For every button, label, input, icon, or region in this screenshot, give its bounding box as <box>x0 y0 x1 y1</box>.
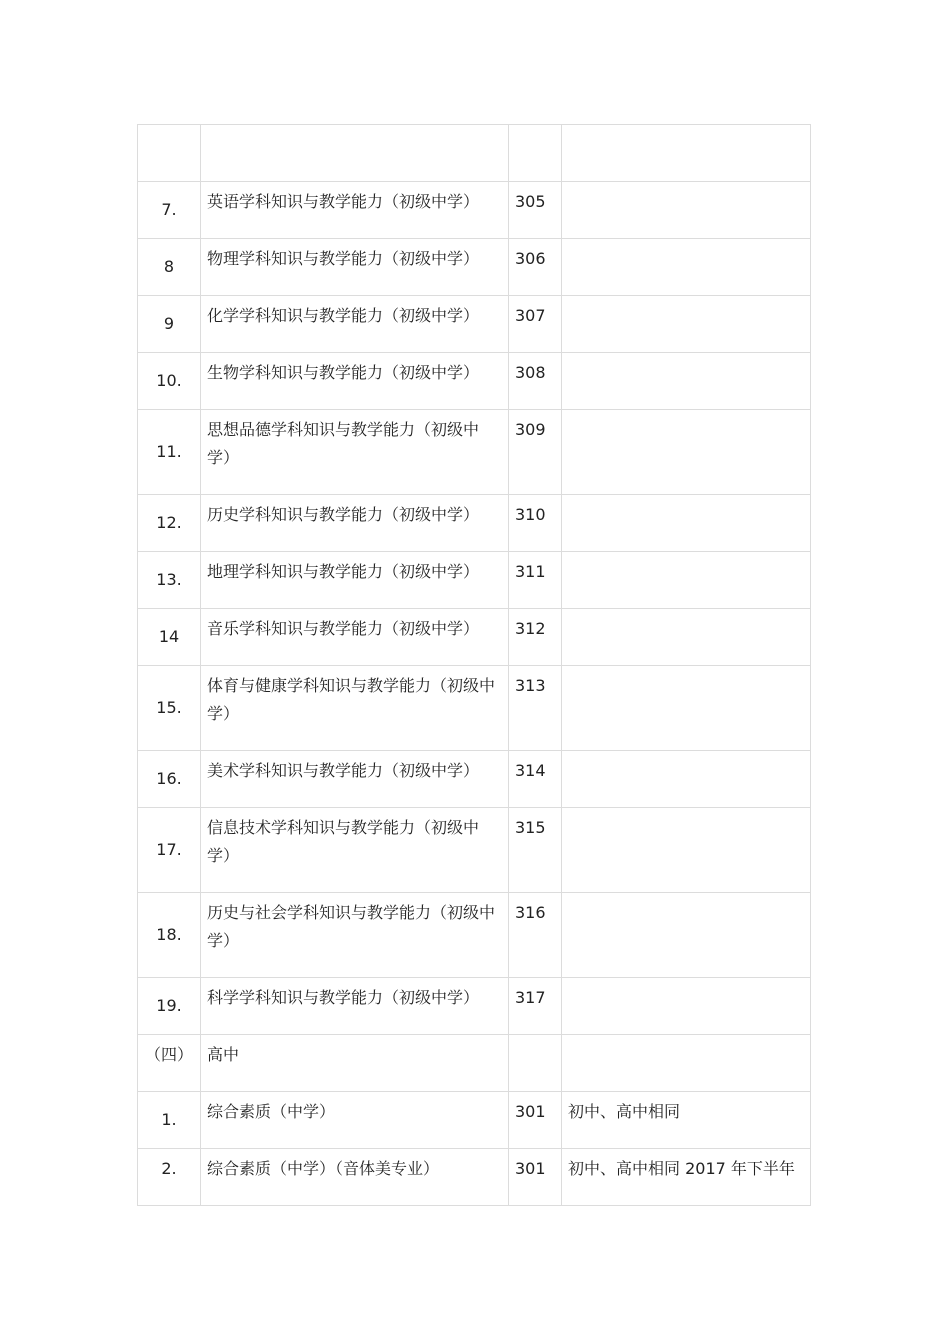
row-number: 8 <box>138 239 201 296</box>
row-number: 14 <box>138 609 201 666</box>
subject-code: 317 <box>509 978 562 1035</box>
row-number: 16. <box>138 751 201 808</box>
subject-code <box>509 125 562 182</box>
subject-note <box>562 296 811 353</box>
subject-code: 314 <box>509 751 562 808</box>
subject-code: 301 <box>509 1092 562 1149</box>
table-row <box>138 125 811 182</box>
table-row <box>138 1092 811 1149</box>
table-row <box>138 666 811 751</box>
table-row <box>138 1149 811 1206</box>
subject-code: 311 <box>509 552 562 609</box>
subject-name: 思想品德学科知识与教学能力（初级中学） <box>201 410 509 495</box>
row-number: 13. <box>138 552 201 609</box>
subject-code: 308 <box>509 353 562 410</box>
subject-name: 生物学科知识与教学能力（初级中学） <box>201 353 509 410</box>
subject-note <box>562 751 811 808</box>
subject-name: 地理学科知识与教学能力（初级中学） <box>201 552 509 609</box>
subject-name: 科学学科知识与教学能力（初级中学） <box>201 978 509 1035</box>
table-row <box>138 552 811 609</box>
subject-code: 301 <box>509 1149 562 1206</box>
table-row <box>138 808 811 893</box>
row-number: 17. <box>138 808 201 893</box>
subject-code: 315 <box>509 808 562 893</box>
subject-note <box>562 239 811 296</box>
subject-note <box>562 1035 811 1092</box>
subject-name: 体育与健康学科知识与教学能力（初级中学） <box>201 666 509 751</box>
table-row <box>138 353 811 410</box>
subject-code: 305 <box>509 182 562 239</box>
subject-note <box>562 182 811 239</box>
table-row <box>138 751 811 808</box>
row-number: 18. <box>138 893 201 978</box>
row-number: 10. <box>138 353 201 410</box>
subject-note: 初中、高中相同 2017 年下半年 <box>562 1149 811 1206</box>
subject-name <box>201 125 509 182</box>
subject-note <box>562 808 811 893</box>
subject-note <box>562 978 811 1035</box>
subject-table <box>137 124 811 1206</box>
subject-name: 综合素质（中学）（音体美专业） <box>201 1149 509 1206</box>
subject-code: 306 <box>509 239 562 296</box>
subject-name: 综合素质（中学） <box>201 1092 509 1149</box>
subject-code <box>509 1035 562 1092</box>
subject-code: 309 <box>509 410 562 495</box>
table-row <box>138 182 811 239</box>
subject-note <box>562 666 811 751</box>
subject-note <box>562 125 811 182</box>
table-row <box>138 1035 811 1092</box>
subject-name: 信息技术学科知识与教学能力（初级中学） <box>201 808 509 893</box>
row-number: 9 <box>138 296 201 353</box>
subject-note <box>562 410 811 495</box>
section-title: 高中 <box>201 1035 509 1092</box>
subject-code: 316 <box>509 893 562 978</box>
table-row <box>138 410 811 495</box>
row-number <box>138 125 201 182</box>
row-number: 1. <box>138 1092 201 1149</box>
subject-note <box>562 609 811 666</box>
row-number: 2. <box>138 1149 201 1206</box>
subject-note <box>562 893 811 978</box>
section-label: （四） <box>138 1035 201 1092</box>
row-number: 15. <box>138 666 201 751</box>
table-row <box>138 609 811 666</box>
row-number: 19. <box>138 978 201 1035</box>
subject-name: 历史与社会学科知识与教学能力（初级中学） <box>201 893 509 978</box>
table-row <box>138 239 811 296</box>
row-number: 7. <box>138 182 201 239</box>
subject-name: 化学学科知识与教学能力（初级中学） <box>201 296 509 353</box>
table-row <box>138 296 811 353</box>
subject-name: 英语学科知识与教学能力（初级中学） <box>201 182 509 239</box>
subject-code: 312 <box>509 609 562 666</box>
subject-code: 310 <box>509 495 562 552</box>
subject-note <box>562 552 811 609</box>
subject-name: 物理学科知识与教学能力（初级中学） <box>201 239 509 296</box>
table-row <box>138 495 811 552</box>
subject-note: 初中、高中相同 <box>562 1092 811 1149</box>
subject-note <box>562 495 811 552</box>
subject-code: 307 <box>509 296 562 353</box>
subject-code: 313 <box>509 666 562 751</box>
subject-name: 音乐学科知识与教学能力（初级中学） <box>201 609 509 666</box>
row-number: 11. <box>138 410 201 495</box>
subject-note <box>562 353 811 410</box>
table-row <box>138 978 811 1035</box>
subject-name: 美术学科知识与教学能力（初级中学） <box>201 751 509 808</box>
subject-name: 历史学科知识与教学能力（初级中学） <box>201 495 509 552</box>
table-row <box>138 893 811 978</box>
row-number: 12. <box>138 495 201 552</box>
